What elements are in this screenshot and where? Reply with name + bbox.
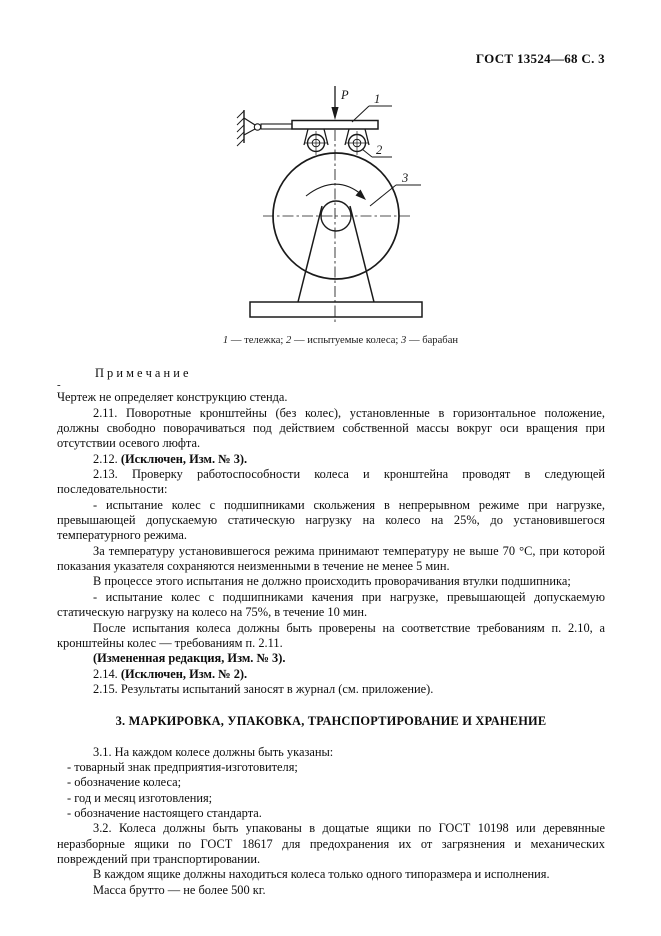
paragraph-2-14 — [57, 667, 605, 682]
paragraph-process: В процессе этого испытания не должно происходить проворачивания втулки подшипника; — [93, 574, 571, 589]
caption-num-2: 2 — [286, 335, 292, 346]
clause-number: 2.14. — [93, 666, 121, 681]
paragraph-gross-mass: Масса брутто — не более 500 кг. — [93, 882, 266, 897]
paragraph-2-12 — [57, 452, 605, 467]
rotation-arrow — [306, 184, 366, 200]
list-item-rolling-bearings: - испытание колес с подшипниками качения при нагрузке, превышающей допускаемую статическую нагрузку на колесо на 75%, в течение 10 мин. — [57, 589, 605, 620]
paragraph-3-1: 3.1. На каждом колесе должны быть указаны: — [93, 744, 334, 759]
wall-support — [237, 110, 244, 146]
clause-number: 2.12. — [93, 451, 121, 466]
callout-2-label: 2 — [376, 143, 383, 157]
marking-list-item: - год и месяц изготовления; — [67, 790, 213, 805]
paragraph-3-2: 3.2. Колеса должны быть упакованы в дощатые ящики по ГОСТ 10198 или деревянные неразборные ящики по ГОСТ 18617 для предохранения их от загрязнения и механических повреждений при транспортировании. — [57, 821, 605, 866]
paragraph-after-test: После испытания колеса должны быть проверены на соответствие требованиям п. 2.10, а кронштейны колес — требованиям п. 2.11. — [57, 620, 605, 650]
caption-text-2: — испытуемые колеса; — [291, 335, 402, 346]
caption-num-3: 3 — [401, 335, 407, 346]
trolley-plate — [292, 121, 378, 130]
note-heading: П р и м е ч а н и е — [95, 366, 189, 380]
pedestal — [298, 206, 374, 302]
note-body: Чертеж не определяет конструкцию стенда. — [57, 390, 288, 405]
callout-3 — [370, 171, 421, 206]
section-3-heading: 3. МАРКИРОВКА, УПАКОВКА, ТРАНСПОРТИРОВАНИЕ И ХРАНЕНИЕ — [115, 714, 547, 729]
paragraph-temperature: За температуру установившегося режима принимают температуру не выше 70 °С, при которой показания указателя сохраняются неизменными в течение не менее 5 мин. — [57, 543, 605, 574]
paragraph-2-11: 2.11. Поворотные кронштейны (без колес), установленные в горизонтальное положение, должны свободно поворачиваться под действием собственной массы вокруг оси вращения при отсутствии осевого люфта. — [57, 405, 605, 451]
callout-1 — [352, 92, 392, 122]
figure-caption — [10, 335, 661, 346]
callout-3-label: 3 — [402, 171, 409, 185]
force-label: P — [341, 88, 349, 102]
caption-text-3: — барабан — [406, 335, 459, 346]
stray-mark: - — [57, 379, 61, 392]
pivot-bracket — [244, 118, 261, 135]
clause-excluded-note: (Исключен, Изм. № 3). — [120, 451, 248, 466]
clause-excluded-note: (Исключен, Изм. № 2). — [120, 666, 248, 681]
document-body — [57, 366, 605, 898]
page-title: ГОСТ 13524—68 С. 3 — [475, 51, 605, 66]
marking-list-item: - обозначение настоящего стандарта. — [67, 805, 262, 820]
marking-list-item: - товарный знак предприятия-изготовителя; — [67, 759, 298, 774]
tie-rod — [261, 124, 292, 129]
marking-list-item: - обозначение колеса; — [67, 775, 182, 790]
test-stand-drawing — [0, 0, 661, 340]
paragraph-changed-revision — [57, 651, 605, 666]
callout-1-label: 1 — [374, 92, 381, 106]
centerlines — [263, 130, 410, 324]
caster-wheel-left — [304, 129, 328, 155]
force-arrow — [331, 86, 349, 120]
callout-2 — [362, 143, 392, 157]
caption-text-1: — тележка; — [228, 335, 287, 346]
changed-revision-note: (Измененная редакция, Изм. № 3). — [93, 651, 286, 666]
base-plate — [250, 302, 422, 317]
paragraph-box-contents: В каждом ящике должны находиться колеса только одного типоразмера и исполнения. — [93, 867, 550, 882]
list-item-sliding-bearings: - испытание колес с подшипниками скольжения в непрерывном режиме при нагрузке, превышающей допускаемую статическую нагрузку на колесо на 25%, до установившегося температурного режима. — [57, 497, 605, 543]
paragraph-2-13: 2.13. Проверку работоспособности колеса и кронштейна проводят в следующей последовательности: — [57, 467, 605, 497]
caption-num-1: 1 — [222, 335, 229, 346]
paragraph-2-15: 2.15. Результаты испытаний заносят в журнал (см. приложение). — [93, 681, 434, 696]
